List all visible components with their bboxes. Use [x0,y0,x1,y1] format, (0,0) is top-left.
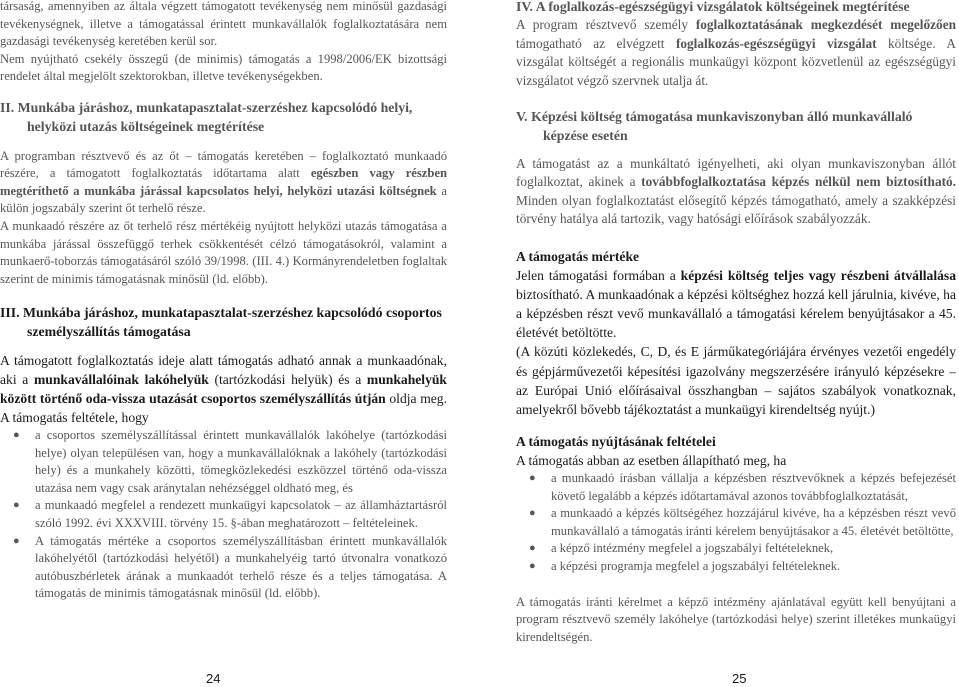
amount-paragraph [516,266,956,342]
list-item-text: a képző intézmény megfelel a jogszabályi feltételeknek, [551,541,834,556]
bullet-icon: ● [529,472,536,484]
bullet-icon: ● [529,507,536,520]
section-2-heading: II. Munkába járáshoz, munkatapasztalat-szerzéshez kapcsolódó helyi, helyközi utazás költségeinek megtérítése [0,100,413,135]
section-5 [516,107,956,646]
emphasis-run: munkavállalóinak lakóhelyük [33,371,209,387]
left-intro [0,0,447,86]
text-run: oldja meg. A támogatás feltétele, hogy [0,390,447,425]
section-3-paragraph-1 [0,351,447,427]
vehicle-note: (A közúti közlekedés, C, D, és E járműkategóriájára érvényes vezetői engedély és gépjárművezetői képesítési igazolvány megszerzésére irányuló képzésekre – az Európai Unió előírásaival összhangban – sajátos szabályok vonatkoznak, amelyekről bővebb tájékoztatást a munkaügyi kirendeltség nyújt.) [516,344,956,417]
bullet-icon: ● [13,499,20,512]
list-item-text: a képzési programja megfelel a jogszabályi feltételeknek. [551,558,841,573]
list-item-text: a csoportos személyszállítással érintett munkavállalók lakóhelye (tartózkodási helye) olyan településen van, hogy a munkavállalóknak a lakóhely (tartózkodási hely) és a munkahely közötti, tömegközlekedési eszközzel történő oda-vissza utazása nem vagy csak aránytalan nehézséggel oldható meg, és [35,427,447,495]
text-run: A programban résztvevő és az őt – támogatás keretében – foglalkoztató munkaadó részére, a támogatott foglalkoztatás időtartama alatt [0,148,447,181]
text-run: biztosítható. A munkaadónak a képzési költséghez hozzá kell járulnia, kivéve, ha a képzésben részt vevő munkavállaló a támogatási kérelem benyújtásakor a 45. életévét betöltötte. [516,287,956,341]
emphasis-run: továbbfoglalkoztatása képzés nélkül nem biztosítható. [641,174,956,190]
conditions-intro: A támogatás abban az esetben állapítható meg, ha [516,452,787,468]
emphasis-run: foglalkoztatásának megkezdését megelőzően [695,17,956,33]
text-run: A támogatást az a munkáltató igényelheti, aki olyan munkaviszonyban állót foglalkoztat, akinek a [516,155,956,190]
text-run: támogatható az elvégzett [516,35,676,51]
emphasis-run: foglalkozás-egészségügyi vizsgálat [675,35,877,51]
section-4 [516,0,956,91]
intro-paragraph-1: társaság, amennyiben az általa végzett támogatott tevékenység nem minősül gazdasági tevékenységnek, illetve a támogatással érintett munkavállalók foglalkoztatására nem gazdasági tevékenység keretében kerül sor. [0,0,447,49]
page-number-right: 25 [732,671,747,686]
section-4-heading: IV. A foglalkozás-egészségügyi vizsgálatok költségeinek megtérítése [516,0,910,14]
bullet-icon: ● [529,542,536,555]
list-item [516,558,956,576]
text-run: Minden olyan foglalkoztatást elősegítő képzés támogatható, amely a szakképzési törvény hatálya alá tartozik, vagy hatósági előírások szabályozzák. [516,192,956,227]
section-3-heading: III. Munkába járáshoz, munkatapasztalat-szerzéshez kapcsolódó csoportos személyszállítás támogatása [0,305,442,340]
page-number-left: 24 [206,671,221,686]
emphasis-run: munkahelyük között történő oda-vissza utazását csoportos személyszállítás útján [0,371,447,406]
bullet-icon: ● [529,559,536,572]
conditions-list [516,470,956,576]
list-item-text: a munkaadó megfelel a rendezett munkaügyi kapcsolatok – az államháztartásról szóló 1992. évi XXXVIII. törvény 15. §-ában meghatározott – feltételeinek. [35,498,447,530]
section-2-paragraph-2: A munkaadó részére az őt terhelő rész mértékéig nyújtott helyközi utazás támogatása a munkába járással összefüggő terhek csökkentését célzó támogatásokról, valamint a munkaerő-toborzás támogatásáról szóló 39/1998. (III. 4.) Kormányrendeletben foglaltak szerint de minimis támogatásnak minősül (ld. előbb). [0,218,447,286]
text-run: a külön jogszabály szerint őt terhelő része. [0,183,447,216]
text-run: A program résztvevő személy [516,17,696,33]
emphasis-run: egészben vagy részben megtéríthető a munkába járással kapcsolatos helyi, helyközi utazási költségnek [0,166,447,198]
list-item [0,497,447,532]
list-item-text: a munkaadó a képzés költségéhez hozzájárul kivéve, ha a képzésben részt vevő munkavállaló a támogatás iránti kérelem benyújtásakor a 45. életévét betöltötte, [551,506,956,538]
closing-paragraph: A támogatás iránti kérelmet a képző intézmény ajánlatával együtt kell benyújtani a program résztvevő személy lakóhelye (tartózkodási helye) szerint illetékes munkaügyi kirendeltségén. [516,594,956,644]
bullet-icon: ● [13,534,20,547]
text-run: (tartózkodási helyük) és a [208,371,367,387]
conditions-heading: A támogatás nyújtásának feltételei [516,433,716,449]
bullet-icon: ● [13,428,20,441]
section-4-paragraph [516,16,956,90]
section-3 [0,303,447,603]
text-run: Jelen támogatási formában a [516,268,681,284]
list-item [516,470,956,505]
section-2 [0,98,447,288]
list-item [516,540,956,558]
list-item [0,427,447,497]
section-5-paragraph-1 [516,155,956,229]
amount-heading: A támogatás mértéke [516,248,640,264]
emphasis-run: képzési költség teljes vagy részbeni átvállalása [680,268,956,284]
text-run: A támogatott foglalkoztatás ideje alatt támogatás adható annak a munkaadónak, aki a [0,352,447,387]
list-item [516,505,956,540]
section-3-conditions-list [0,427,447,603]
list-item [0,533,447,603]
intro-paragraph-2: Nem nyújtható csekély összegű (de minimis) támogatás a 1998/2006/EK bizottsági rendelet által megjelölt szektorokban, illetve tevékenységekben. [0,51,447,84]
list-item-text: a munkaadó írásban vállalja a képzésben résztvevőknek a képzés befejezését követő legalább a képzés időtartamával azonos továbbfoglalkoztatását, [551,471,956,503]
section-5-heading: V. Képzési költség támogatása munkaviszonyban álló munkavállaló képzése esetén [516,109,913,144]
section-2-paragraph-1 [0,148,447,218]
list-item-text: A támogatás mértéke a csoportos személyszállításban érintett munkavállalók lakóhelyétől (tartózkodási helyétől) a munkahelyéig tartó útvonalra vonatkozó autóbuszbérletek árának a munkaadót terhelő része és a teljes támogatása. A támogatás de minimis támogatásnak minősül (ld. előbb). [35,533,447,601]
text-run: költsége. A vizsgálat költségét a regionális munkaügyi központ közvetlenül az egészségügyi vizsgálatot végző szervnek utalja át. [516,35,956,89]
